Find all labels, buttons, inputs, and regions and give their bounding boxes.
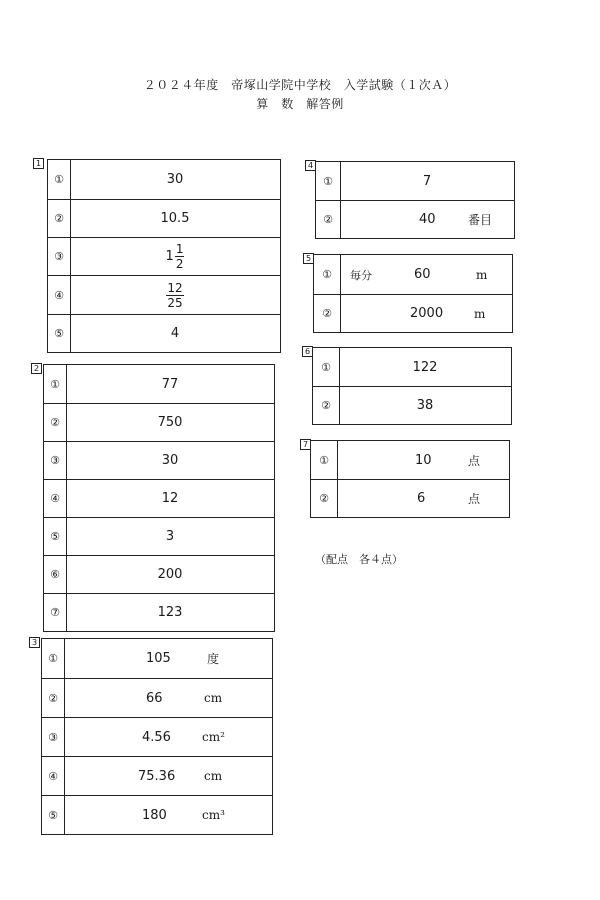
answer-value: 38	[416, 398, 434, 413]
section-number: 3	[29, 637, 40, 648]
answer-table	[310, 440, 510, 518]
question-mark: ④	[44, 480, 67, 517]
answer-row	[48, 314, 280, 352]
answer-unit: cm³	[202, 808, 225, 822]
fraction-denominator: 25	[167, 295, 183, 310]
answer-unit: cm	[204, 769, 223, 783]
answer-row	[48, 237, 280, 275]
question-mark: ③	[44, 442, 67, 479]
answer-value: 180	[142, 807, 167, 823]
answer-row	[311, 441, 509, 479]
section-number: 4	[305, 160, 316, 171]
answer-value: 2000	[410, 306, 444, 321]
answer-row	[44, 365, 274, 403]
fraction-numerator: 1	[175, 242, 184, 256]
section-number: 7	[300, 439, 311, 450]
question-mark: ①	[42, 639, 65, 678]
question-mark: ②	[44, 404, 67, 441]
answer-row	[44, 517, 274, 555]
question-mark: ⑤	[42, 796, 65, 834]
question-mark: ①	[311, 441, 338, 479]
fraction-denominator: 2	[175, 257, 184, 271]
answer-prefix: 毎分	[350, 268, 372, 282]
question-mark: ⑦	[44, 594, 67, 631]
section-number: 5	[303, 253, 314, 264]
question-mark: ①	[316, 162, 341, 200]
answer-table	[313, 254, 513, 333]
answer-table	[43, 364, 275, 632]
answer-row	[313, 348, 511, 386]
answer-row	[48, 275, 280, 314]
question-mark: ⑤	[48, 315, 71, 352]
question-mark: ①	[48, 160, 71, 199]
answer-value: 200	[157, 567, 183, 582]
answer-row	[316, 162, 514, 200]
answer-value: 4	[170, 326, 180, 341]
answer-row	[42, 717, 272, 756]
answer-row	[42, 795, 272, 834]
answer-row	[48, 199, 280, 237]
question-mark: ④	[48, 276, 71, 314]
answer-unit: 点	[468, 453, 481, 468]
answer-mixed-fraction	[70, 238, 280, 275]
question-mark: ⑤	[44, 518, 67, 555]
answer-value: 30	[166, 172, 184, 187]
question-mark: ②	[316, 201, 341, 238]
answer-table	[47, 159, 281, 353]
answer-value: 10	[415, 452, 432, 468]
fraction	[175, 243, 185, 270]
answer-table	[312, 347, 512, 425]
scoring-note: （配点 各４点）	[315, 553, 403, 566]
answer-value: 60	[414, 267, 431, 282]
fraction-numerator: 12	[167, 280, 183, 295]
answer-value: 12	[161, 491, 179, 506]
answer-row	[313, 386, 511, 424]
answer-table	[315, 161, 515, 239]
question-mark: ②	[311, 480, 338, 517]
section-number: 1	[33, 158, 44, 169]
question-mark: ②	[48, 200, 71, 237]
answer-value: 77	[161, 376, 179, 392]
answer-value: 7	[422, 173, 432, 189]
answer-unit: 番目	[468, 213, 493, 227]
answer-value: 66	[146, 690, 163, 706]
answer-table	[41, 638, 273, 835]
answer-value: 750	[157, 415, 183, 430]
answer-row	[314, 255, 512, 294]
answer-row	[316, 200, 514, 238]
answer-key-subtitle: 算 数 解答例	[256, 97, 344, 111]
answer-unit: cm	[204, 691, 223, 705]
answer-unit: 度	[207, 652, 220, 666]
section-number: 6	[302, 346, 313, 357]
answer-row	[44, 555, 274, 593]
answer-row	[44, 403, 274, 441]
fraction-whole: 1	[165, 249, 174, 264]
question-mark: ①	[44, 365, 67, 403]
answer-value: 4.56	[142, 729, 171, 745]
answer-fraction	[70, 276, 280, 314]
question-mark: ⑥	[44, 556, 67, 593]
answer-row	[311, 479, 509, 517]
question-mark: ③	[48, 238, 71, 275]
answer-value: 3	[165, 529, 175, 544]
fraction	[166, 282, 183, 309]
answer-value: 75.36	[138, 768, 176, 784]
question-mark: ③	[42, 718, 65, 756]
answer-unit: m	[476, 267, 488, 282]
answer-value: 123	[157, 605, 183, 620]
answer-row	[44, 593, 274, 631]
exam-title: ２０２４年度 帝塚山学院中学校 入学試験（１次Ａ）	[143, 78, 457, 92]
answer-row	[42, 678, 272, 717]
answer-value: 30	[161, 453, 179, 468]
answer-row	[44, 479, 274, 517]
answer-row	[42, 639, 272, 678]
answer-unit: cm²	[202, 730, 225, 744]
answer-value: 122	[412, 359, 438, 375]
answer-row	[48, 160, 280, 199]
answer-unit: 点	[468, 492, 481, 506]
section-number: 2	[31, 363, 42, 374]
answer-row	[314, 294, 512, 332]
answer-row	[42, 756, 272, 795]
answer-value: 40	[419, 212, 436, 227]
question-mark: ②	[42, 679, 65, 717]
question-mark: ①	[313, 348, 340, 386]
question-mark: ②	[313, 387, 340, 424]
answer-unit: m	[474, 306, 486, 321]
answer-row	[44, 441, 274, 479]
answer-value: 105	[146, 651, 171, 666]
question-mark: ①	[314, 255, 341, 294]
answer-value: 10.5	[160, 211, 190, 226]
answer-value: 6	[417, 491, 426, 506]
question-mark: ④	[42, 757, 65, 795]
question-mark: ②	[314, 295, 341, 332]
